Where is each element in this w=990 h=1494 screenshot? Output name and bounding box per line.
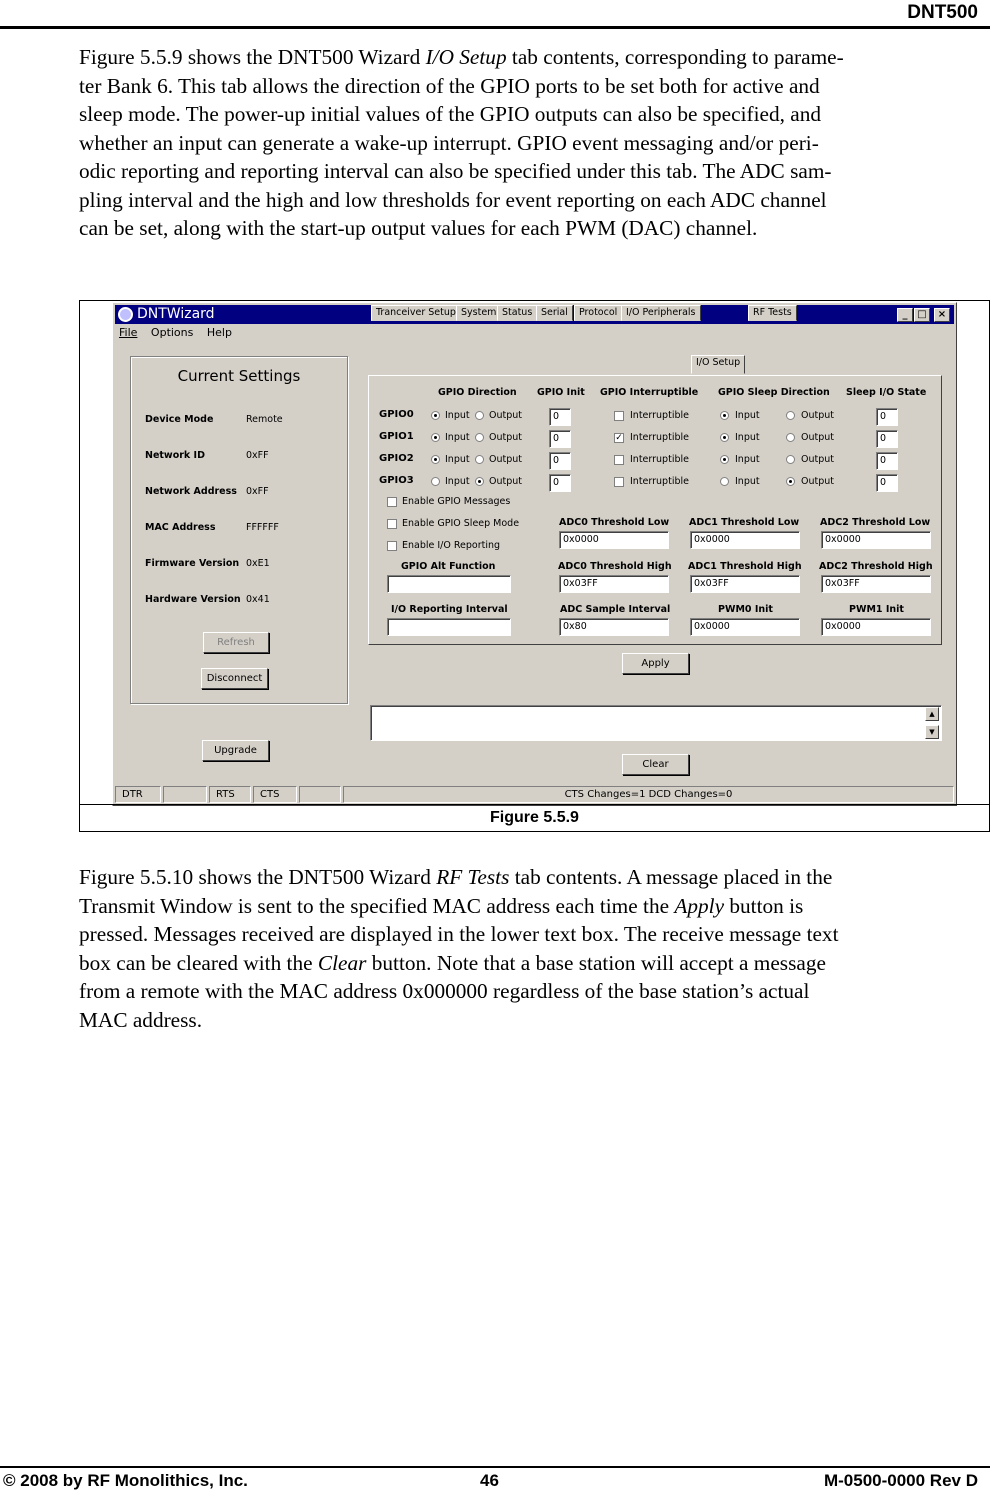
adc2-high-input[interactable]: 0x03FF: [821, 575, 931, 593]
network-id-value: 0xFF: [246, 450, 269, 461]
sleep-input-radio[interactable]: [720, 411, 729, 420]
enable-gpio-messages-checkbox[interactable]: [387, 497, 397, 507]
direction-input-label: Input: [445, 432, 470, 443]
sleep-input-label: Input: [735, 410, 760, 421]
interruptible-checkbox[interactable]: [614, 477, 624, 487]
gpio-init-input[interactable]: 0: [549, 430, 571, 448]
direction-output-label: Output: [489, 454, 522, 465]
direction-output-label: Output: [489, 410, 522, 421]
sleep-state-input[interactable]: 0: [876, 474, 898, 492]
hardware-version-value: 0x41: [246, 594, 270, 605]
direction-input-radio[interactable]: [431, 433, 440, 442]
tab-io-setup[interactable]: I/O Setup: [691, 355, 745, 374]
adc1-low-input[interactable]: 0x0000: [690, 531, 800, 549]
gpio-row-label: GPIO0: [379, 409, 414, 420]
minimize-icon[interactable]: _: [897, 308, 913, 322]
network-id-label: Network ID: [145, 450, 205, 461]
clear-button[interactable]: Clear: [622, 754, 689, 775]
footer-page-number: 46: [480, 1471, 499, 1490]
gpio-alt-function-input[interactable]: [387, 575, 511, 593]
adc1-high-input[interactable]: 0x03FF: [690, 575, 800, 593]
pwm1-init-label: PWM1 Init: [849, 604, 904, 615]
tab-serial[interactable]: Serial: [536, 305, 573, 321]
enable-io-reporting-checkbox[interactable]: [387, 541, 397, 551]
status-changes: CTS Changes=1 DCD Changes=0: [343, 786, 954, 803]
para2-italic-clear: Clear: [317, 950, 367, 975]
adc1-high-label: ADC1 Threshold High: [688, 561, 802, 572]
enable-gpio-sleep-checkbox[interactable]: [387, 519, 397, 529]
direction-output-radio[interactable]: [475, 455, 484, 464]
status-blank-2: [299, 786, 341, 803]
gpio-row-label: GPIO1: [379, 431, 414, 442]
pwm0-init-label: PWM0 Init: [718, 604, 773, 615]
sleep-output-radio[interactable]: [786, 477, 795, 486]
io-reporting-interval-label: I/O Reporting Interval: [391, 604, 508, 615]
footer-rule: [0, 1466, 990, 1468]
interruptible-label: Interruptible: [630, 410, 689, 421]
mac-address-value: FFFFFF: [246, 522, 279, 533]
tab-system[interactable]: System: [456, 305, 501, 321]
para2-text-3: button is pressed. Messages received are displayed in the lower text box. The receive message text box can be cleared with the: [79, 893, 839, 975]
sleep-input-label: Input: [735, 454, 760, 465]
mac-address-label: MAC Address: [145, 522, 216, 533]
close-icon[interactable]: ×: [934, 308, 950, 322]
interruptible-checkbox[interactable]: ✓: [615, 433, 623, 443]
refresh-button[interactable]: Refresh: [203, 632, 269, 653]
window-title: DNTWizard: [137, 306, 215, 322]
para1-italic-io-setup: I/O Setup: [425, 45, 507, 69]
scroll-down-icon[interactable]: ▼: [925, 725, 939, 739]
io-setup-tab-body: [368, 375, 942, 645]
sleep-input-label: Input: [735, 432, 760, 443]
gpio-alt-function-label: GPIO Alt Function: [401, 561, 496, 572]
sleep-output-radio[interactable]: [786, 433, 795, 442]
gpio-init-input[interactable]: 0: [549, 408, 571, 426]
col-gpio-interruptible: GPIO Interruptible: [600, 387, 699, 398]
menu-file[interactable]: File: [119, 326, 138, 339]
header-rule: [0, 26, 990, 29]
scroll-up-icon[interactable]: ▲: [925, 707, 939, 721]
footer-doc-number: M-0500-0000 Rev D: [823, 1471, 978, 1490]
para1-text-1: Figure 5.5.9 shows the DNT500 Wizard: [79, 45, 426, 69]
col-gpio-init: GPIO Init: [537, 387, 585, 398]
sleep-input-radio[interactable]: [720, 477, 729, 486]
sleep-output-label: Output: [801, 454, 834, 465]
para2-italic-rf-tests: RF Tests: [436, 865, 510, 889]
direction-output-label: Output: [489, 476, 522, 487]
status-dtr: DTR: [115, 786, 161, 803]
tab-protocol[interactable]: Protocol: [574, 305, 622, 321]
receive-text-box[interactable]: [370, 705, 942, 741]
status-cts: CTS: [253, 786, 297, 803]
current-settings-title: Current Settings: [177, 367, 301, 385]
io-reporting-interval-input[interactable]: [387, 618, 511, 636]
gpio-init-input[interactable]: 0: [549, 474, 571, 492]
enable-gpio-sleep-label: Enable GPIO Sleep Mode: [402, 518, 520, 529]
apply-button[interactable]: Apply: [622, 653, 689, 674]
interruptible-checkbox[interactable]: [614, 455, 624, 465]
menu-bar: [119, 326, 242, 342]
adc0-low-label: ADC0 Threshold Low: [559, 517, 670, 528]
hardware-version-label: Hardware Version: [145, 594, 241, 605]
para2-text-2: tab contents. A message placed in the Transmit Window is sent to the specified MAC address each time the: [79, 865, 833, 918]
paragraph-2: [79, 863, 974, 1034]
pwm0-init-input[interactable]: 0x0000: [690, 618, 800, 636]
col-gpio-direction: GPIO Direction: [438, 387, 517, 398]
sleep-input-radio[interactable]: [720, 433, 729, 442]
paragraph-1: [79, 43, 974, 243]
col-gpio-sleep-direction: GPIO Sleep Direction: [718, 387, 830, 398]
direction-input-radio[interactable]: [431, 411, 440, 420]
tab-io-peripherals[interactable]: I/O Peripherals: [621, 305, 701, 321]
adc0-high-input[interactable]: 0x03FF: [559, 575, 669, 593]
adc0-low-input[interactable]: 0x0000: [559, 531, 669, 549]
direction-output-radio[interactable]: [475, 477, 484, 486]
tab-status[interactable]: Status: [497, 305, 537, 321]
direction-output-radio[interactable]: [475, 411, 484, 420]
dntwizard-window: [112, 302, 957, 806]
sleep-state-input[interactable]: 0: [876, 408, 898, 426]
interruptible-checkbox[interactable]: [614, 411, 624, 421]
network-address-label: Network Address: [145, 486, 237, 497]
sleep-output-label: Output: [801, 410, 834, 421]
adc2-high-label: ADC2 Threshold High: [819, 561, 933, 572]
disconnect-button[interactable]: Disconnect: [201, 668, 268, 689]
tab-rf-tests[interactable]: RF Tests: [748, 305, 797, 321]
firmware-version-label: Firmware Version: [145, 558, 240, 569]
upgrade-button[interactable]: Upgrade: [202, 740, 269, 761]
sleep-state-input[interactable]: 0: [876, 452, 898, 470]
menu-help[interactable]: Help: [206, 326, 232, 339]
figure-5-5-9: [79, 300, 990, 832]
adc-sample-interval-label: ADC Sample Interval: [560, 604, 671, 615]
status-bar: [115, 786, 954, 803]
sleep-output-radio[interactable]: [786, 411, 795, 420]
adc0-high-label: ADC0 Threshold High: [558, 561, 672, 572]
gpio-row-label: GPIO2: [379, 453, 414, 464]
interruptible-label: Interruptible: [630, 454, 689, 465]
sleep-input-label: Input: [735, 476, 760, 487]
menu-options[interactable]: Options: [150, 326, 194, 339]
device-mode-value: Remote: [246, 414, 283, 425]
adc1-low-label: ADC1 Threshold Low: [689, 517, 800, 528]
interruptible-label: Interruptible: [630, 476, 689, 487]
sleep-state-input[interactable]: 0: [876, 430, 898, 448]
device-mode-label: Device Mode: [145, 414, 214, 425]
direction-input-label: Input: [445, 476, 470, 487]
direction-input-label: Input: [445, 410, 470, 421]
sleep-output-label: Output: [801, 476, 834, 487]
col-sleep-io-state: Sleep I/O State: [846, 387, 927, 398]
para1-text-2: tab contents, corresponding to parame- ter Bank 6. This tab allows the direction of the GPIO ports to be set both for active and sleep mode. The power-up initial values of the GPIO outputs can also be specified, and whether an input can generate a wake-up interrupt. GPIO event messaging and/or peri- odic reporting and reporting interval can also be specified under this tab. The ADC sam- pling interval and the high and low thresholds for event reporting on each ADC channel can be set, along with the start-up output values for each PWM (DAC) channel.: [79, 45, 844, 240]
para2-text-4: button. Note that a base station will accept a message from a remote with the MAC address 0x000000 regardless of the base station’s actual MAC address.: [79, 950, 826, 1032]
direction-input-radio[interactable]: [431, 455, 440, 464]
gpio-row-label: GPIO3: [379, 475, 414, 486]
sleep-output-label: Output: [801, 432, 834, 443]
para2-text-1: Figure 5.5.10 shows the DNT500 Wizard: [79, 865, 437, 889]
direction-output-label: Output: [489, 432, 522, 443]
status-blank-1: [163, 786, 207, 803]
pwm1-init-input[interactable]: 0x0000: [821, 618, 931, 636]
direction-input-label: Input: [445, 454, 470, 465]
para2-italic-apply: Apply: [674, 893, 725, 918]
header-title: DNT500: [907, 2, 978, 23]
enable-io-reporting-label: Enable I/O Reporting: [402, 540, 501, 551]
figure-caption: Figure 5.5.9: [80, 804, 989, 831]
adc2-low-input[interactable]: 0x0000: [821, 531, 931, 549]
direction-output-radio[interactable]: [475, 433, 484, 442]
network-address-value: 0xFF: [246, 486, 269, 497]
maximize-icon[interactable]: □: [914, 308, 930, 322]
app-logo-icon: [118, 307, 133, 322]
status-rts: RTS: [209, 786, 251, 803]
direction-input-radio[interactable]: [431, 477, 440, 486]
firmware-version-value: 0xE1: [246, 558, 270, 569]
enable-gpio-messages-label: Enable GPIO Messages: [402, 496, 511, 507]
tab-tranceiver-setup[interactable]: Tranceiver Setup: [371, 305, 461, 321]
current-settings-panel: [130, 356, 348, 704]
gpio-init-input[interactable]: 0: [549, 452, 571, 470]
sleep-output-radio[interactable]: [786, 455, 795, 464]
sleep-input-radio[interactable]: [720, 455, 729, 464]
adc2-low-label: ADC2 Threshold Low: [820, 517, 931, 528]
footer-copyright: © 2008 by RF Monolithics, Inc.: [3, 1471, 248, 1490]
interruptible-label: Interruptible: [630, 432, 689, 443]
adc-sample-interval-input[interactable]: 0x80: [559, 618, 669, 636]
